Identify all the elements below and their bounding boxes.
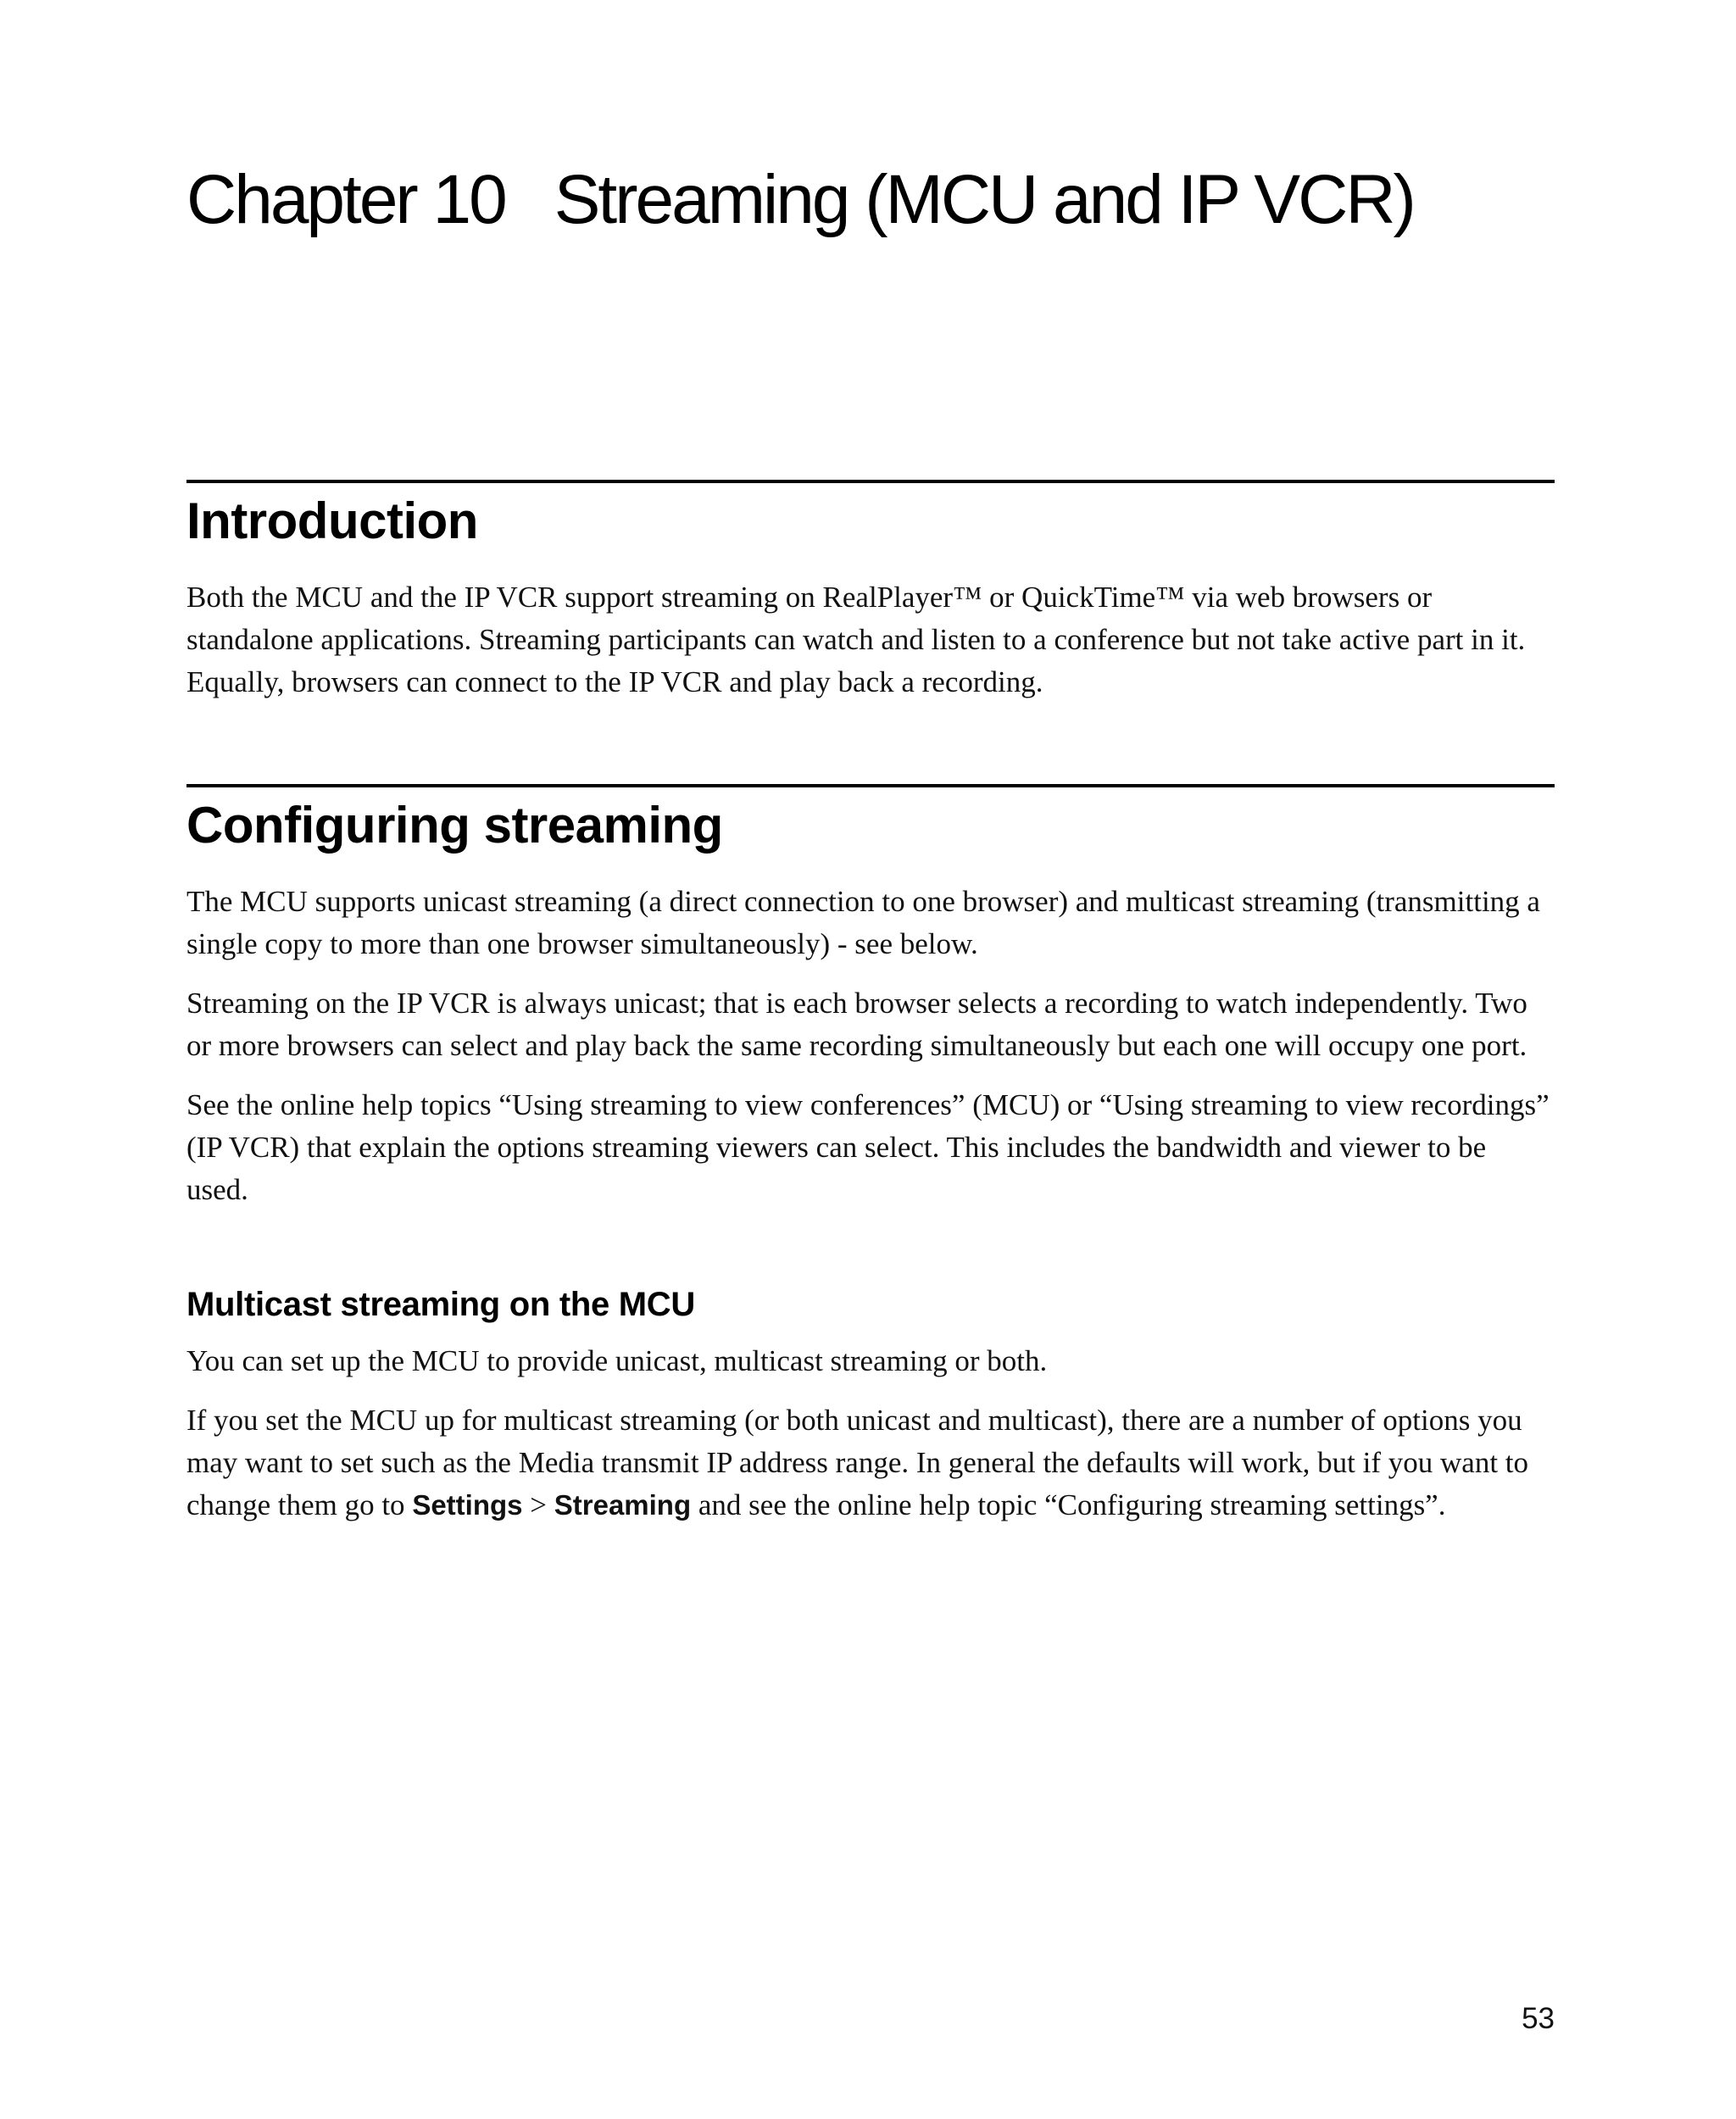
configuring-heading: Configuring streaming bbox=[186, 797, 723, 854]
introduction-heading: Introduction bbox=[186, 492, 478, 549]
menu-separator: > bbox=[522, 1488, 554, 1521]
configuring-section bbox=[186, 784, 1555, 1211]
introduction-paragraph: Both the MCU and the IP VCR support streaming on RealPlayer™ or QuickTime™ via web browsers or standalone applications. Streaming participants can watch and listen to a conference but not take active part in it. Equally, browsers can connect to the IP VCR and play back a recording. bbox=[186, 581, 1526, 698]
section-divider bbox=[186, 480, 1555, 483]
configuring-paragraph-2: Streaming on the IP VCR is always unicast; that is each browser selects a recording to watch independently. Two or more browsers can select and play back the same recording simultaneously but each one will occupy one port. bbox=[186, 987, 1527, 1062]
configuring-paragraph-3: See the online help topics “Using streaming to view conferences” (MCU) or “Using streaming to view recordings” (IP VCR) that explain the options streaming viewers can select. This includes the bandwidth and viewer to be used. bbox=[186, 1088, 1550, 1206]
multicast-heading: Multicast streaming on the MCU bbox=[186, 1286, 695, 1323]
multicast-section bbox=[186, 1284, 1555, 1527]
multicast-paragraph-1: You can set up the MCU to provide unicast, multicast streaming or both. bbox=[186, 1344, 1048, 1377]
multicast-paragraph-2 bbox=[186, 1399, 1555, 1527]
multicast-text-before: If you set the MCU up for multicast streaming (or both unicast and multicast), there are a number of options you may want to set such as the Media transmit IP address range. In general the defaults will work, but if you want to change them go to bbox=[186, 1404, 1529, 1521]
configuring-paragraph-1: The MCU supports unicast streaming (a direct connection to one browser) and multicast streaming (transmitting a single copy to more than one browser simultaneously) - see below. bbox=[186, 885, 1540, 960]
multicast-text-after: and see the online help topic “Configuring streaming settings”. bbox=[691, 1488, 1446, 1521]
chapter-number: Chapter 10 bbox=[186, 161, 505, 238]
introduction-section bbox=[186, 480, 1555, 704]
settings-menu-label: Settings bbox=[412, 1489, 523, 1521]
document-page bbox=[186, 0, 1555, 2119]
section-divider bbox=[186, 784, 1555, 787]
streaming-menu-label: Streaming bbox=[554, 1489, 692, 1521]
page-number: 53 bbox=[1522, 2002, 1555, 2035]
chapter-name: Streaming (MCU and IP VCR) bbox=[554, 161, 1414, 238]
chapter-title bbox=[186, 161, 1414, 238]
